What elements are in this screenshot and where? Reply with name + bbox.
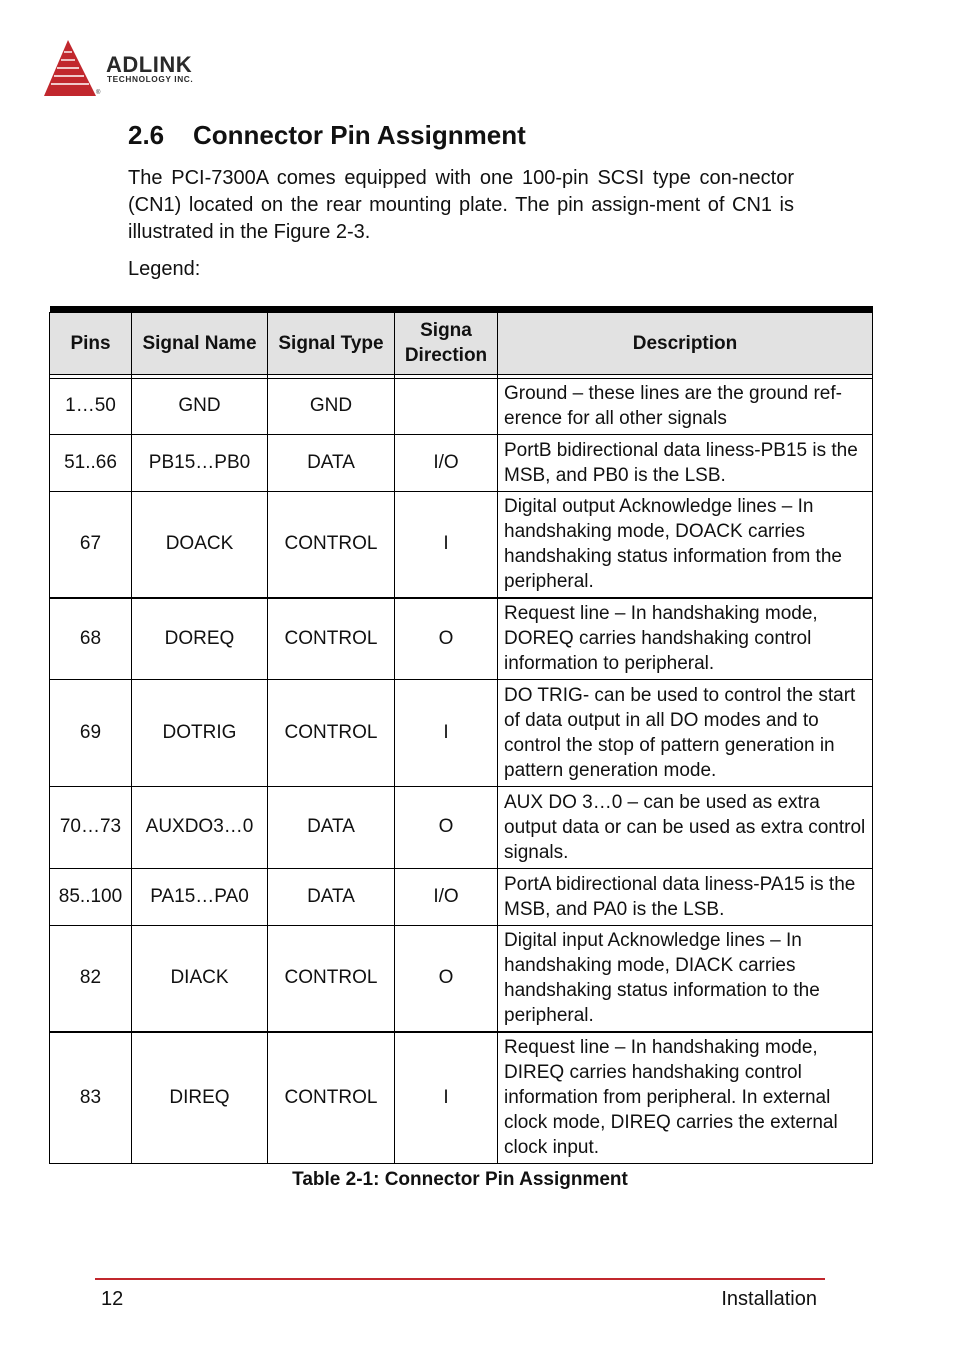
table-row [50,434,873,491]
table-row [50,598,873,679]
header-signal-name: Signal Name [132,312,268,374]
header-signal-type: Signal Type [268,312,395,374]
cell-direction: I/O [395,868,498,925]
cell-signal-type: CONTROL [268,598,395,679]
cell-signal-name: DOACK [132,491,268,598]
cell-signal-name: AUXDO3…0 [132,786,268,868]
section-title: Connector Pin Assignment [193,120,526,150]
section-heading [128,120,526,151]
cell-signal-name: DOTRIG [132,679,268,786]
cell-direction: I/O [395,434,498,491]
cell-description: AUX DO 3…0 – can be used as extra output data or can be used as extra control signals. [498,786,873,868]
cell-direction: I [395,679,498,786]
cell-direction: I [395,491,498,598]
cell-signal-name: DOREQ [132,598,268,679]
cell-direction: O [395,598,498,679]
adlink-triangle-icon [42,38,102,100]
cell-pins: 51..66 [50,434,132,491]
table-row [50,378,873,434]
cell-description: Request line – In handshaking mode, DOREQ carries handshaking control information to peripheral. [498,598,873,679]
table-row [50,679,873,786]
logo-brand: ADLINK [106,52,193,77]
cell-description: PortA bidirectional data liness-PA15 is the MSB, and PA0 is the LSB. [498,868,873,925]
cell-description: Digital input Acknowledge lines – In handshaking mode, DIACK carries handshaking status information to the peripheral. [498,925,873,1032]
cell-signal-type: CONTROL [268,1032,395,1163]
cell-direction: I [395,1032,498,1163]
cell-direction [395,378,498,434]
table-caption: Table 2-1: Connector Pin Assignment [292,1169,628,1190]
cell-signal-name: DIREQ [132,1032,268,1163]
table-row [50,925,873,1032]
table-row [50,786,873,868]
cell-signal-name: PA15…PA0 [132,868,268,925]
table-header-row [50,312,873,374]
cell-pins: 1…50 [50,378,132,434]
page-number: 12 [101,1288,124,1310]
logo-subtitle: TECHNOLOGY INC. [107,74,194,84]
table-row [50,491,873,598]
cell-description: DO TRIG- can be used to control the start of data output in all DO modes and to control the stop of pattern generation in pattern generation mode. [498,679,873,786]
cell-signal-type: DATA [268,434,395,491]
cell-pins: 67 [50,491,132,598]
cell-signal-name: DIACK [132,925,268,1032]
legend-label: Legend: [128,258,201,280]
cell-signal-type: CONTROL [268,491,395,598]
intro-paragraph: The PCI-7300A comes equipped with one 100-pin SCSI type con-nector (CN1) located on the rear mounting plate. The pin assign-ment of CN1 is illustrated in the Figure 2-3. [128,167,794,243]
footer-section-name: Installation [721,1288,817,1310]
cell-description: Request line – In handshaking mode, DIREQ carries handshaking control information from peripheral. In external clock mode, DIREQ carries the external clock input. [498,1032,873,1163]
header-pins: Pins [50,312,132,374]
cell-description: Ground – these lines are the ground ref-erence for all other signals [498,378,873,434]
cell-signal-type: DATA [268,868,395,925]
cell-signal-type: DATA [268,786,395,868]
table-row [50,868,873,925]
cell-description: Digital output Acknowledge lines – In handshaking mode, DOACK carries handshaking status information from the peripheral. [498,491,873,598]
cell-direction: O [395,925,498,1032]
cell-pins: 82 [50,925,132,1032]
cell-pins: 70…73 [50,786,132,868]
cell-pins: 83 [50,1032,132,1163]
cell-signal-name: GND [132,378,268,434]
adlink-logo [42,38,242,100]
cell-pins: 68 [50,598,132,679]
section-number: 2.6 [128,120,165,150]
logo-registered-mark: ® [96,90,101,96]
cell-signal-type: CONTROL [268,679,395,786]
cell-pins: 69 [50,679,132,786]
cell-direction: O [395,786,498,868]
pin-assignment-table [49,306,873,1164]
cell-description: PortB bidirectional data liness-PB15 is the MSB, and PB0 is the LSB. [498,434,873,491]
cell-signal-name: PB15…PB0 [132,434,268,491]
cell-signal-type: CONTROL [268,925,395,1032]
header-description: Description [498,312,873,374]
table-row [50,1032,873,1163]
footer-rule [95,1278,825,1280]
cell-pins: 85..100 [50,868,132,925]
cell-signal-type: GND [268,378,395,434]
header-signal-direction: Signa Direction [395,312,498,374]
